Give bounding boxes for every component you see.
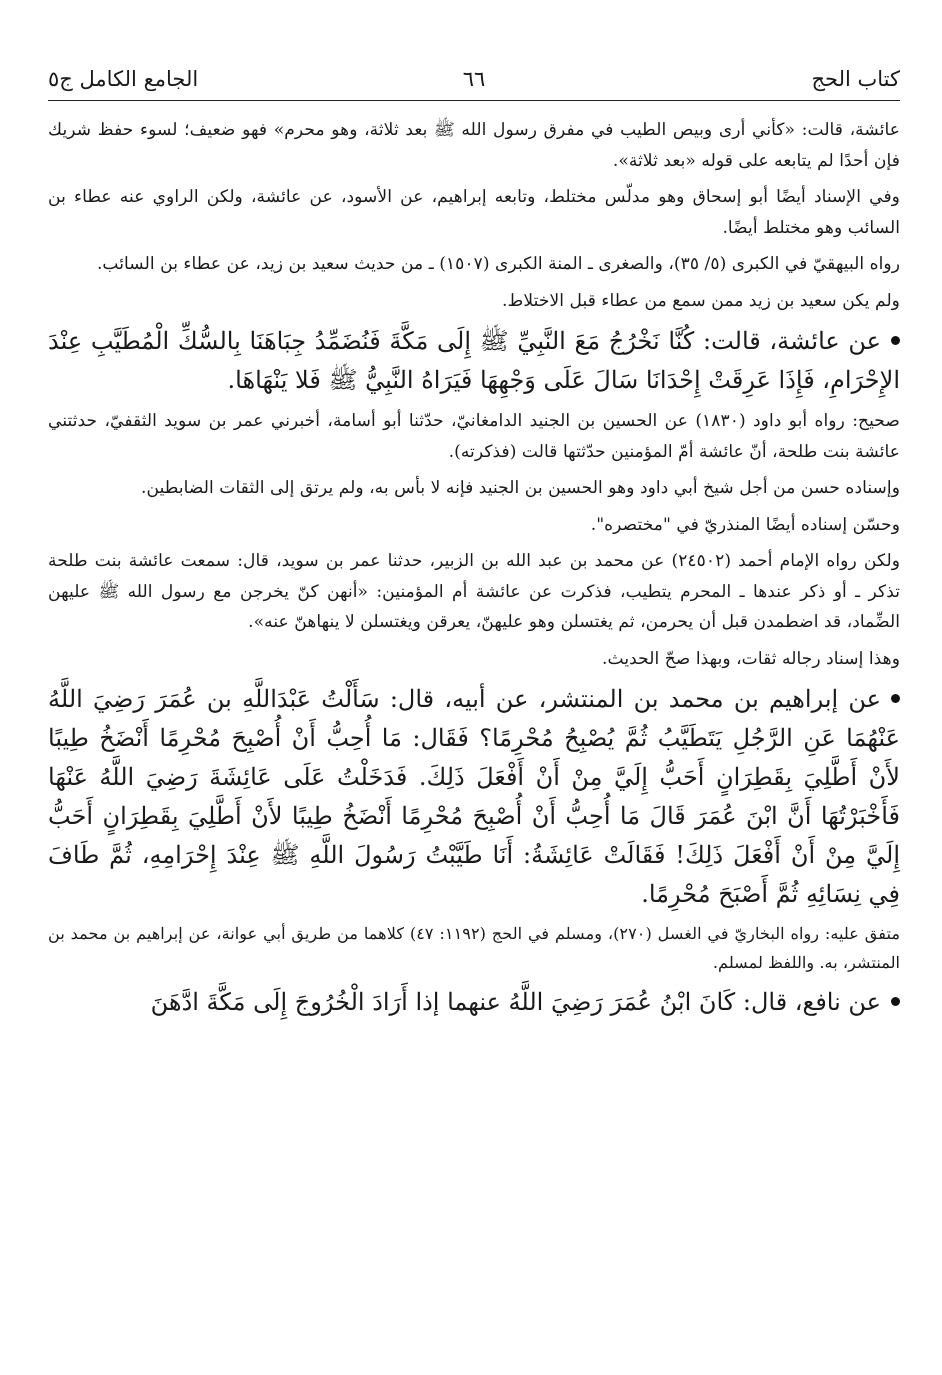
- hadith-paragraph: [48, 680, 900, 914]
- bullet-icon: [891, 336, 900, 345]
- text-paragraph: عائشة، قالت: «كأني أرى وبيص الطيب في مفرق رسول الله ﷺ بعد ثلاثة، وهو محرم» فهو ضعيف؛ لسوء حفظ شريك فإن أحدًا لم يتابعه على قوله «بعد ثلاثة».: [48, 120, 900, 171]
- text-paragraph: صحيح: رواه أبو داود (١٨٣٠) عن الحسين بن الجنيد الدامغانيّ، حدّثنا أبو أسامة، أخبرني عمر بن سويد الثقفيّ، حدثتني عائشة بنت طلحة، أنّ عائشة أمّ المؤمنين حدّثتها قالت (فذكرته).: [48, 411, 900, 462]
- hadith-text: عن عائشة، قالت: كُنَّا نَخْرُجُ مَعَ النَّبِيِّ ﷺ إِلَى مَكَّةَ فَنُضَمِّدُ جِبَاهَنَا بِالسُّكِّ الْمُطَيَّبِ عِنْدَ الإِحْرَامِ، فَإِذَا عَرِقَتْ إِحْدَانَا سَالَ عَلَى وَجْهِهَا فَيَرَاهُ النَّبِيُّ ﷺ فَلا يَنْهَاهَا.: [48, 327, 900, 394]
- book-page: [48, 62, 900, 1028]
- hadith-paragraph: [48, 322, 900, 400]
- hadith-paragraph: [48, 983, 900, 1022]
- text-paragraph: وحسّن إسناده أيضًا المنذريّ في "مختصره".: [590, 514, 900, 535]
- text-paragraph: متفق عليه: رواه البخاريّ في الغسل (٢٧٠)، ومسلم في الحج (١١٩٢: ٤٧) كلاهما من طريق أبي عوانة، عن إبراهيم بن محمد بن المنتشر، به. واللفظ لمسلم.: [48, 924, 901, 972]
- text-paragraph: ولكن رواه الإمام أحمد (٢٤٥٠٢) عن محمد بن عبد الله بن الزبير، حدثنا عمر بن سويد، قال: سمعت عائشة بنت طلحة تذكر ـ أو ذكر عندها ـ المحرم يتطيب، فذكرت عن عائشة أم المؤمنين: «أنهن كنّ يخرجن مع رسول الله ﷺ عليهن الضِّماد، قد اضطمدن قبل أن يحرمن، ثم يغتسلن وهو عليهنّ، يعرقن ويغتسلن لا ينهاهنّ عنه».: [48, 551, 900, 632]
- page-number: ٦٦: [462, 67, 486, 91]
- hadith-text: عن نافع، قال: كَانَ ابْنُ عُمَرَ رَضِيَ اللَّهُ عنهما إذا أَرَادَ الْخُرُوجَ إِلَى مَكَّةَ ادَّهَنَ: [150, 988, 881, 1016]
- running-header: [48, 62, 900, 96]
- bullet-icon: [891, 694, 900, 703]
- text-paragraph: رواه البيهقيّ في الكبرى (٥/ ٣٥)، والصغرى ـ المنة الكبرى (١٥٠٧) ـ من حديث سعيد بن زيد، عن عطاء بن السائب.: [96, 254, 900, 274]
- text-paragraph: ولم يكن سعيد بن زيد ممن سمع من عطاء قبل الاختلاط.: [502, 290, 900, 311]
- text-paragraph: وهذا إسناد رجاله ثقات، وبهذا صحّ الحديث.: [602, 648, 900, 669]
- hadith-text: عن إبراهيم بن محمد بن المنتشر، عن أبيه، قال: سَأَلْتُ عَبْدَاللَّهِ بن عُمَرَ رَضِيَ اللَّهُ عَنْهُمَا عَنِ الرَّجُلِ يَتَطَيَّبُ ثُمَّ يُصْبِحُ مُحْرِمًا؟ فَقَال: مَا أُحِبُّ أَنْ أُصْبِحَ مُحْرِمًا أَنْضَخُ طِيبًا لأَنْ أَطَّلِيَ بِقَطِرَانٍ أَحَبُّ إِلَيَّ مِنْ أَنْ أَفْعَلَ ذَلِكَ. فَدَخَلْتُ عَلَى عَائِشَةَ رَضِيَ اللَّهُ عَنْهَا فَأَخْبَرْتُهَا أَنَّ ابْنَ عُمَرَ قَالَ مَا أُحِبُّ أَنْ أُصْبِحَ مُحْرِمًا أَنْضَخُ طِيبًا لأَنْ أَطَّلِيَ بِقَطِرَانٍ أَحَبُّ إِلَيَّ مِنْ أَنْ أَفْعَلَ ذَلِكَ! فَقَالَتْ عَائِشَةُ: أَنَا طَيَّبْتُ رَسُولَ اللَّهِ ﷺ عِنْدَ إِحْرَامِهِ، ثُمَّ طَافَ فِي نِسَائِهِ ثُمَّ أَصْبَحَ مُحْرِمًا.: [48, 685, 900, 908]
- bullet-icon: [891, 997, 900, 1006]
- text-paragraph: وإسناده حسن من أجل شيخ أبي داود وهو الحسين بن الجنيد فإنه لا بأس به، ولم يرتق إلى الثقات الضابطين.: [141, 478, 900, 498]
- chapter-title: كتاب الحج: [811, 67, 900, 91]
- header-rule: [48, 100, 900, 101]
- book-title: الجامع الكامل ج٥: [48, 67, 199, 91]
- text-paragraph: وفي الإسناد أيضًا أبو إسحاق وهو مدلّس مختلط، وتابعه إبراهيم، عن الأسود، عن عائشة، ولكن الراوي عنه عطاء بن السائب وهو مختلط أيضًا.: [48, 187, 900, 238]
